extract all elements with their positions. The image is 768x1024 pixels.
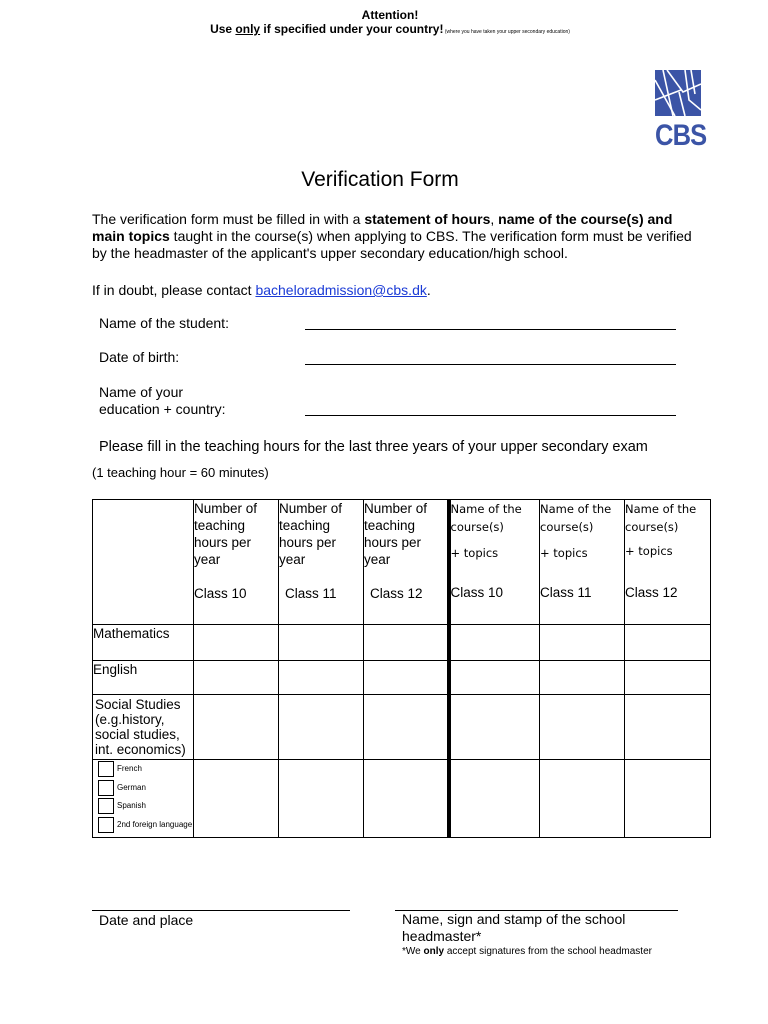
cell-input[interactable]: [194, 625, 279, 661]
hours-header-text: Number of teaching hours per year: [194, 501, 258, 567]
hours-header-text: Number of teaching hours per year: [364, 501, 428, 567]
cell-input[interactable]: [279, 661, 364, 695]
course-header-line2: course(s): [625, 520, 679, 534]
education-field[interactable]: [305, 415, 676, 416]
education-label: [99, 384, 225, 418]
language-option: [93, 760, 193, 779]
checkbox-french[interactable]: [98, 761, 114, 777]
cell-input[interactable]: [540, 760, 625, 838]
cell-input[interactable]: [625, 695, 711, 760]
class-label: Class 10: [194, 586, 247, 601]
table-row-social: [93, 695, 711, 760]
hours-header-text: Number of teaching hours per year: [279, 501, 343, 567]
course-header-line1: Name of the: [450, 502, 522, 516]
language-label: Spanish: [117, 801, 146, 811]
subject-social: Social Studies (e.g.history, social studies, int. economics): [93, 695, 194, 760]
contact-post: .: [426, 282, 431, 298]
cell-input[interactable]: [625, 625, 711, 661]
header-hours-class10: [194, 500, 279, 625]
class-label: Class 11: [540, 585, 592, 600]
cell-input[interactable]: [449, 760, 540, 838]
topics-label: + topics: [625, 544, 673, 558]
intro-paragraph: [92, 211, 692, 262]
intro-bold-hours: statement of hours: [364, 211, 491, 227]
cell-input[interactable]: [449, 625, 540, 661]
dob-field[interactable]: [305, 364, 676, 365]
class-label: Class 10: [450, 585, 504, 600]
checkbox-other-language[interactable]: [98, 817, 114, 833]
checkbox-spanish[interactable]: [98, 798, 114, 814]
course-header-line2: course(s): [540, 520, 594, 534]
language-label: 2nd foreign language: [117, 819, 193, 829]
intro-comma: ,: [490, 211, 499, 227]
cbs-logo-mark-icon: [655, 70, 701, 116]
attention-condition: if specified under your country!: [260, 22, 444, 36]
cell-input[interactable]: [279, 625, 364, 661]
page-title: Verification Form: [301, 168, 459, 191]
subject-english: English: [93, 661, 194, 695]
attention-use: Use: [210, 22, 236, 36]
course-header-line1: Name of the: [625, 502, 697, 516]
topics-label: + topics: [450, 546, 499, 560]
cell-input[interactable]: [449, 661, 540, 695]
header-hours-class12: [364, 500, 449, 625]
education-label-line2: education + country:: [99, 401, 226, 417]
table-row-math: [93, 625, 711, 661]
course-header-line2: course(s): [450, 520, 504, 534]
headmaster-label: Name, sign and stamp of the school headmaster*: [402, 911, 626, 944]
course-header-line1: Name of the: [540, 502, 612, 516]
cell-input[interactable]: [194, 661, 279, 695]
cell-input[interactable]: [364, 625, 449, 661]
date-place-label: Date and place: [99, 912, 194, 928]
student-name-label: Name of the student:: [99, 315, 229, 331]
class-label: Class 11: [285, 586, 337, 601]
hours-table: [92, 499, 711, 838]
cell-input[interactable]: [540, 625, 625, 661]
intro-bold-course: name of the course(s) and main topics: [92, 211, 673, 244]
language-label: French: [117, 764, 142, 774]
intro-text-1: The verification form must be filled in with a: [92, 211, 365, 227]
cbs-logo-text: CBS: [655, 119, 707, 152]
cell-input[interactable]: [540, 661, 625, 695]
note-we: We: [405, 946, 424, 957]
header-course-class11: [540, 500, 625, 625]
language-option: [93, 816, 193, 835]
contact-pre: If in doubt, please contact: [92, 282, 256, 298]
checkbox-german[interactable]: [98, 780, 114, 796]
language-options: [93, 760, 194, 838]
cell-input[interactable]: [625, 661, 711, 695]
header-blank: [93, 500, 194, 625]
note-star: *: [402, 946, 406, 957]
intro-text-2: taught in the course(s) when applying to CBS. The verification form must be verified by the headmaster of the applicant's upper secondary education/high school.: [92, 228, 692, 261]
contact-email-link[interactable]: bacheloradmission@cbs.dk: [255, 282, 427, 298]
cell-input[interactable]: [540, 695, 625, 760]
contact-line: [92, 282, 431, 298]
header-hours-class11: [279, 500, 364, 625]
attention-title: Attention!: [361, 8, 419, 22]
cell-input[interactable]: [194, 760, 279, 838]
teaching-hour-note: (1 teaching hour = 60 minutes): [92, 465, 269, 480]
note-only: only: [423, 946, 445, 957]
class-label: Class 12: [625, 585, 678, 600]
header-course-class12: [625, 500, 711, 625]
class-label: Class 12: [370, 586, 423, 601]
language-option: [93, 797, 193, 816]
cell-input[interactable]: [279, 760, 364, 838]
cell-input[interactable]: [279, 695, 364, 760]
attention-note: (where you have taken your upper secondary education): [443, 29, 570, 35]
fill-instructions: Please fill in the teaching hours for the last three years of your upper secondary exam: [99, 439, 648, 455]
topics-label: + topics: [540, 546, 588, 560]
cell-input[interactable]: [449, 695, 540, 760]
language-label: German: [117, 782, 146, 792]
cell-input[interactable]: [194, 695, 279, 760]
education-label-line1: Name of your: [99, 384, 184, 400]
cell-input[interactable]: [364, 661, 449, 695]
cell-input[interactable]: [364, 760, 449, 838]
cell-input[interactable]: [364, 695, 449, 760]
language-option: [93, 779, 193, 798]
dob-label: Date of birth:: [99, 349, 180, 365]
table-header-row: [93, 500, 711, 625]
subject-math: Mathematics: [93, 625, 194, 661]
cbs-logo: [655, 70, 705, 155]
table-row-english: [93, 661, 711, 695]
header-course-class10: [449, 500, 540, 625]
attention-header: [0, 8, 768, 39]
date-place-line[interactable]: [92, 910, 350, 911]
table-row-language: [93, 760, 711, 838]
signature-note: [402, 946, 652, 957]
attention-only: only: [235, 22, 261, 36]
student-name-field[interactable]: [305, 329, 676, 330]
cell-input[interactable]: [625, 760, 711, 838]
attention-subtitle: [0, 22, 768, 39]
note-rest: accept signatures from the school headmaster: [444, 946, 652, 957]
